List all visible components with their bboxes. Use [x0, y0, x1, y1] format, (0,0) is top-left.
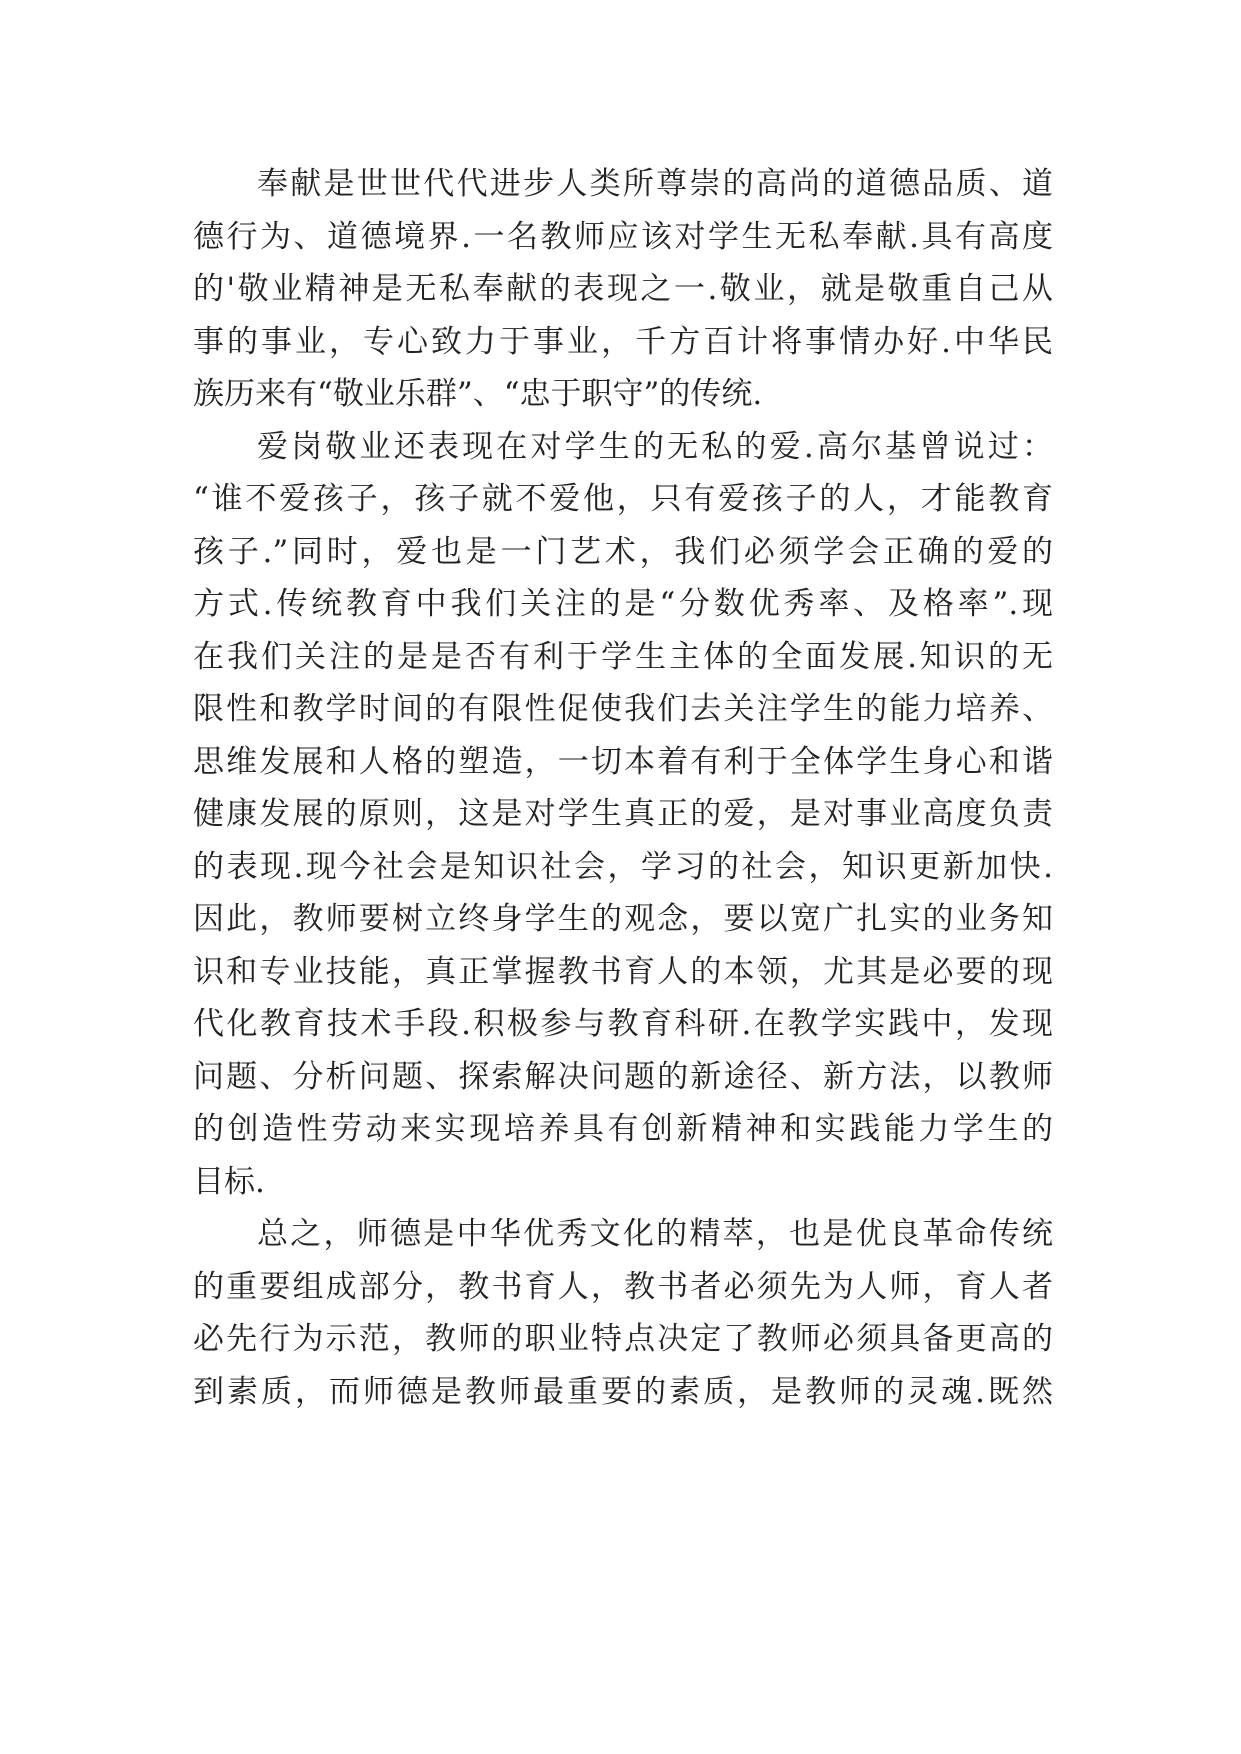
paragraph-2-line-1: 爱岗敬业还表现在对学生的无私的爱.高尔基曾说过： [257, 428, 1053, 465]
paragraph-2-line-7: 思维发展和人格的塑造，一切本着有利于全体学生身心和谐 [193, 743, 1053, 780]
paragraph-3-line-2: 的重要组成部分，教书育人，教书者必须先为人师，育人者 [193, 1268, 1053, 1305]
paragraph-2-line-11: 识和专业技能，真正掌握教书育人的本领，尤其是必要的现 [193, 953, 1053, 990]
paragraph-1-line-3: 的'敬业精神是无私奉献的表现之一.敬业，就是敬重自己从 [193, 271, 1053, 307]
paragraph-2-line-9: 的表现.现今社会是知识社会，学习的社会，知识更新加快. [193, 848, 1053, 885]
paragraph-2-line-4: 方式.传统教育中我们关注的是“分数优秀率、及格率”.现 [193, 586, 1053, 622]
paragraph-2-line-15: 目标. [193, 1163, 265, 1200]
paragraph-1-line-1: 奉献是世世代代进步人类所尊崇的高尚的道德品质、道 [257, 166, 1053, 202]
paragraph-2-line-5: 在我们关注的是是否有利于学生主体的全面发展.知识的无 [193, 638, 1053, 675]
paragraph-2-line-12: 代化教育技术手段.积极参与教育科研.在教学实践中，发现 [193, 1006, 1053, 1042]
paragraph-1-line-5: 族历来有“敬业乐群”、“忠于职守”的传统. [193, 376, 763, 412]
paragraph-2-line-6: 限性和教学时间的有限性促使我们去关注学生的能力培养、 [193, 691, 1053, 727]
paragraph-2-line-2: “谁不爱孩子，孩子就不爱他，只有爱孩子的人，才能教育 [193, 481, 1053, 517]
paragraph-2-line-14: 的创造性劳动来实现培养具有创新精神和实践能力学生的 [193, 1111, 1053, 1147]
paragraph-2-line-3: 孩子.”同时，爱也是一门艺术，我们必须学会正确的爱的 [193, 533, 1053, 570]
paragraph-1-line-2: 德行为、道德境界.一名教师应该对学生无私奉献.具有高度 [193, 218, 1053, 255]
paragraph-2-line-13: 问题、分析问题、探索解决问题的新途径、新方法，以教师 [193, 1058, 1053, 1095]
paragraph-3-line-3: 必先行为示范，教师的职业特点决定了教师必须具备更高的 [193, 1321, 1053, 1357]
paragraph-3-line-4: 到素质，而师德是教师最重要的素质，是教师的灵魂.既然 [193, 1373, 1053, 1410]
paragraph-3-line-1: 总之，师德是中华优秀文化的精萃，也是优良革命传统 [257, 1216, 1053, 1252]
paragraph-1-line-4: 事的事业，专心致力于事业，千方百计将事情办好.中华民 [193, 323, 1053, 360]
body-text [193, 158, 1053, 1418]
paragraph-2-line-8: 健康发展的原则，这是对学生真正的爱，是对事业高度负责 [193, 796, 1053, 832]
paragraph-2-line-10: 因此，教师要树立终身学生的观念，要以宽广扎实的业务知 [193, 901, 1053, 937]
